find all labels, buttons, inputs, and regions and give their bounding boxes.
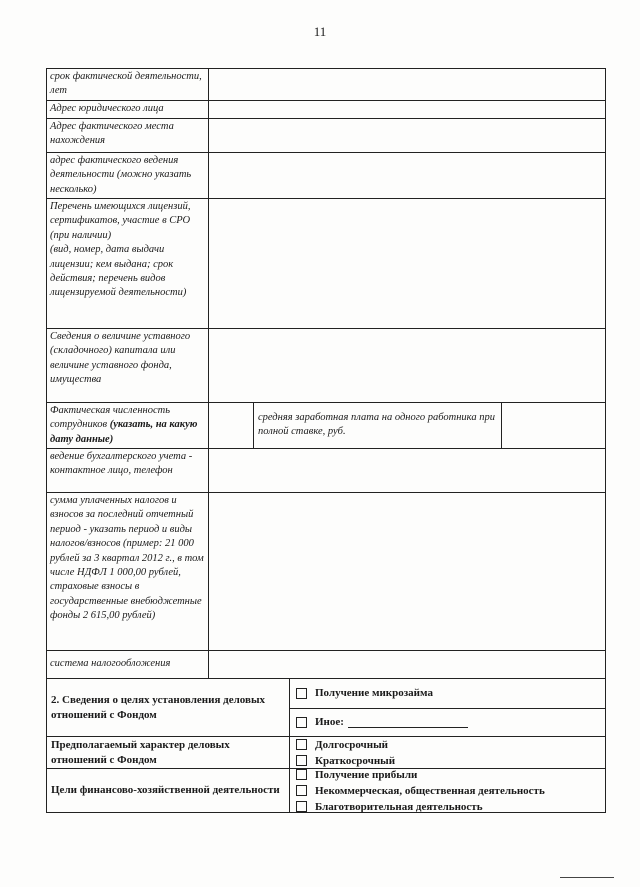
row-tax-system <box>46 651 606 679</box>
field-activity-term[interactable] <box>209 69 605 100</box>
label-staff <box>47 403 209 448</box>
option-charity[interactable] <box>290 799 605 815</box>
label-average-salary: средняя заработная плата на одного работника при полной ставке, руб. <box>254 403 502 448</box>
option-other-label: Иное: <box>315 716 344 729</box>
relationship-character-options <box>290 737 605 768</box>
field-capital[interactable] <box>209 329 605 402</box>
other-input-line[interactable] <box>348 717 468 728</box>
section-2-options <box>290 679 605 736</box>
field-tax-system[interactable] <box>209 651 605 678</box>
activity-goals-options <box>290 769 605 812</box>
field-average-salary[interactable] <box>502 403 605 448</box>
label-legal-address: Адрес юридического лица <box>47 101 209 118</box>
checkbox-icon[interactable] <box>296 755 307 766</box>
label-taxes-paid: сумма уплаченных налогов и взносов за последний отчетный период - указать период и виды налогов/взносов (пример: 21 000 рублей за 3 квартал 2012 г., в том числе НДФЛ 1 000,00 рублей, страховые взносы в государственные внебюджетные фонды 2 615,00 рублей) <box>47 493 209 650</box>
row-activity-term <box>46 69 606 101</box>
section-2-label: 2. Сведения о целях установления деловых отношений с Фондом <box>47 679 290 736</box>
option-profit-label: Получение прибыли <box>315 768 418 781</box>
checkbox-icon[interactable] <box>296 801 307 812</box>
option-short-term-label: Краткосрочный <box>315 754 396 767</box>
page-number: 11 <box>313 24 327 39</box>
option-microloan-label: Получение микрозайма <box>315 687 433 700</box>
label-staff-main: Фактическая численность сотрудников <box>50 405 171 431</box>
checkbox-icon[interactable] <box>296 785 307 796</box>
field-taxes-paid[interactable] <box>209 493 605 650</box>
option-charity-label: Благотворительная деятельность <box>315 800 483 813</box>
footer-rule <box>560 877 614 878</box>
row-licenses <box>46 199 606 329</box>
row-relationship-character <box>46 737 606 769</box>
activity-goals-label: Цели финансово-хозяйственной деятельности <box>47 769 290 812</box>
label-licenses-main: Перечень имеющихся лицензий, сертификатов, участие в СРО (при наличии) <box>50 201 191 241</box>
label-accounting: ведение бухгалтерского учета - контактное лицо, телефон <box>47 449 209 492</box>
option-long-term[interactable] <box>290 737 605 753</box>
checkbox-icon[interactable] <box>296 769 307 780</box>
field-accounting[interactable] <box>209 449 605 492</box>
option-nonprofit[interactable] <box>290 783 605 799</box>
field-licenses[interactable] <box>209 199 605 328</box>
label-activity-address: адрес фактического ведения деятельности (можно указать несколько) <box>47 153 209 198</box>
checkbox-icon[interactable] <box>296 739 307 750</box>
row-section-2 <box>46 679 606 737</box>
row-capital <box>46 329 606 403</box>
option-microloan[interactable] <box>290 679 605 708</box>
label-capital: Сведения о величине уставного (складочного) капитала или величине уставного фонда, имущества <box>47 329 209 402</box>
label-actual-location: Адрес фактического места нахождения <box>47 119 209 152</box>
label-licenses <box>47 199 209 328</box>
field-actual-location[interactable] <box>209 119 605 152</box>
questionnaire-table <box>46 68 606 813</box>
row-activity-goals <box>46 769 606 813</box>
checkbox-icon[interactable] <box>296 717 307 728</box>
row-legal-address <box>46 101 606 119</box>
checkbox-icon[interactable] <box>296 688 307 699</box>
label-tax-system: система налогообложения <box>47 651 209 678</box>
row-actual-location <box>46 119 606 153</box>
relationship-character-label: Предполагаемый характер деловых отношений с Фондом <box>47 737 290 768</box>
label-licenses-details: (вид, номер, дата выдачи лицензии; кем выдана; срок действия; перечень видов лицензируемой деятельности) <box>50 244 187 299</box>
row-activity-address <box>46 153 606 199</box>
label-staff-date: (указать, на какую дату данные) <box>50 419 198 445</box>
row-staff <box>46 403 606 449</box>
field-staff-count[interactable] <box>209 403 254 448</box>
field-legal-address[interactable] <box>209 101 605 118</box>
field-activity-address[interactable] <box>209 153 605 198</box>
option-long-term-label: Долгосрочный <box>315 738 388 751</box>
option-nonprofit-label: Некоммерческая, общественная деятельность <box>315 784 545 797</box>
option-profit[interactable] <box>290 767 605 783</box>
option-other[interactable] <box>290 708 605 736</box>
row-taxes-paid <box>46 493 606 651</box>
row-accounting <box>46 449 606 493</box>
label-activity-term: срок фактической деятельности, лет <box>47 69 209 100</box>
